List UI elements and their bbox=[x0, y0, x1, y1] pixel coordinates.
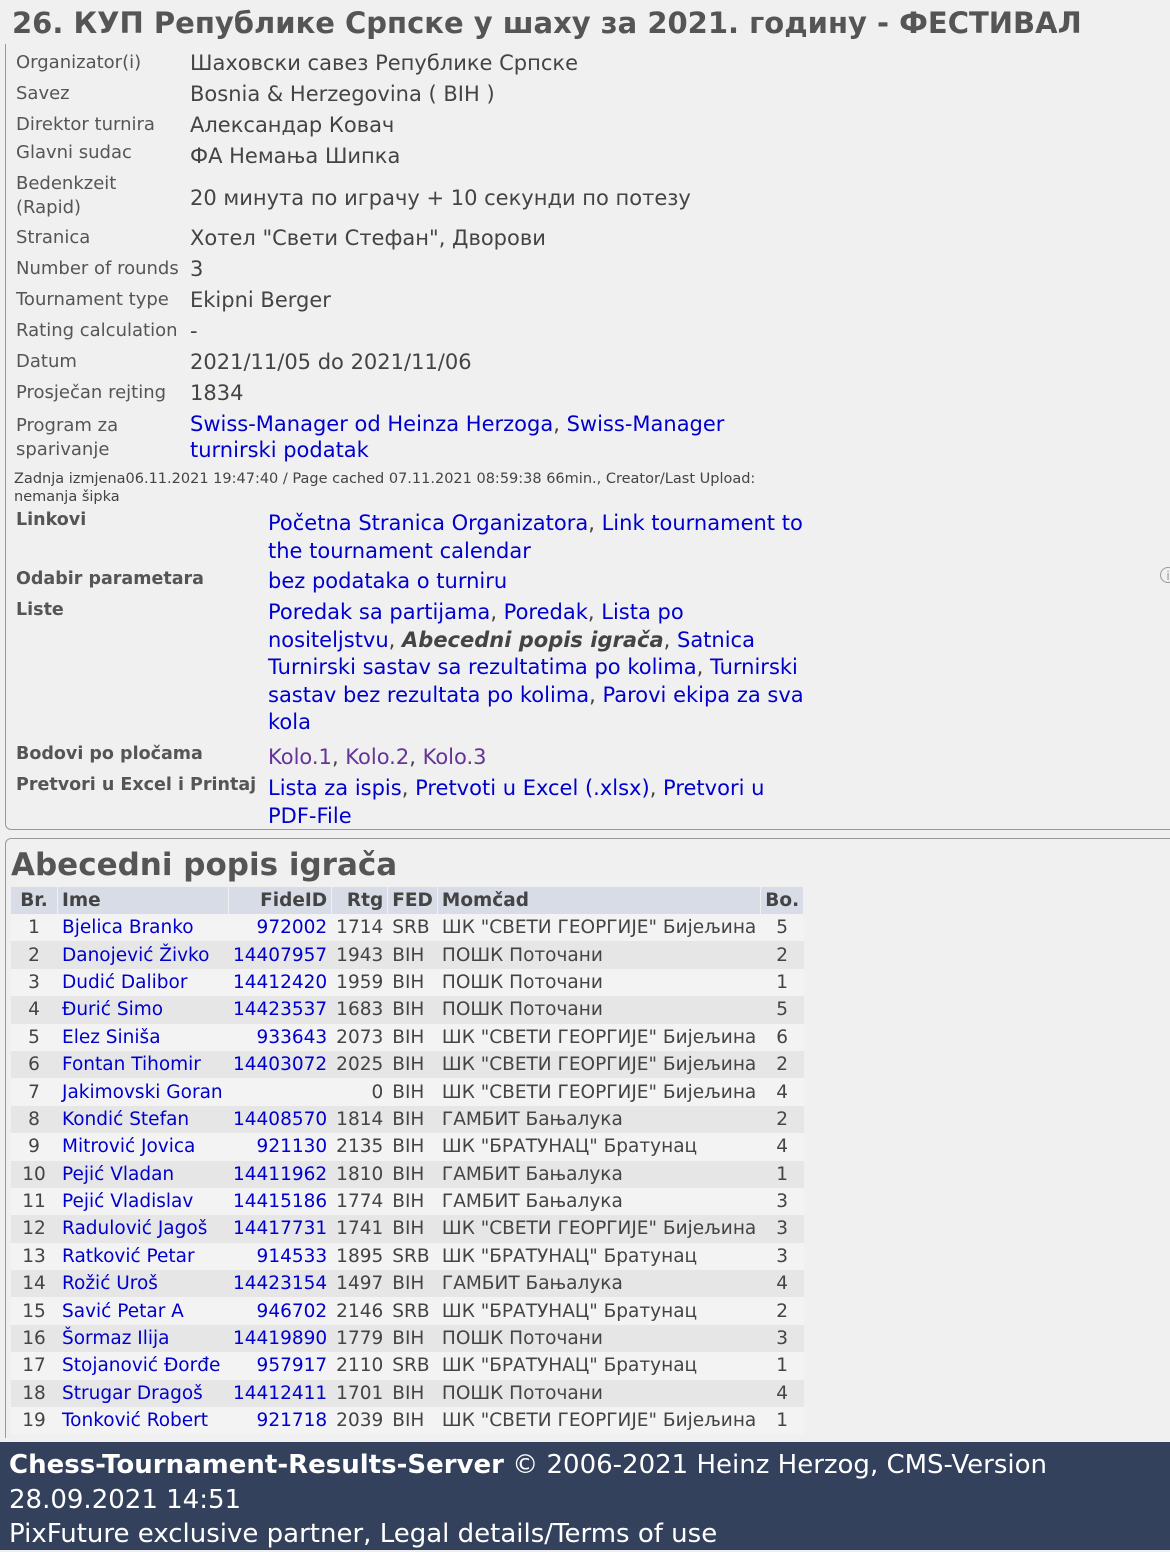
table-row bbox=[11, 996, 804, 1023]
round-3-link[interactable]: Kolo.3 bbox=[422, 745, 487, 769]
player-name-link[interactable]: Kondić Stefan bbox=[62, 1108, 190, 1130]
cell-federation: BIH bbox=[388, 1188, 438, 1215]
col-header-team: Momčad bbox=[437, 887, 760, 914]
cell-board: 3 bbox=[761, 1188, 804, 1215]
cell-federation: BIH bbox=[388, 969, 438, 996]
col-header-fide-id: FideID bbox=[229, 887, 332, 914]
info-label-tournament-type: Tournament type bbox=[16, 289, 169, 310]
legal-details-link[interactable]: Legal details/Terms of use bbox=[379, 1519, 718, 1549]
cell-team: ШК "СВЕТИ ГЕОРГИЈЕ" Бијељина bbox=[437, 1051, 760, 1078]
table-row bbox=[11, 1161, 804, 1188]
col-header-name: Ime bbox=[58, 887, 229, 914]
alphabetical-list-current: Abecedni popis igrača bbox=[402, 627, 664, 652]
cell-team: ПОШК Поточани bbox=[437, 969, 760, 996]
organizer-homepage-link[interactable]: Početna Stranica Organizatora bbox=[268, 511, 589, 535]
player-name-link[interactable]: Strugar Dragoš bbox=[62, 1382, 203, 1404]
col-header-federation: FED bbox=[388, 887, 438, 914]
cell-fide-id bbox=[229, 1106, 332, 1133]
cell-team: ГАМБИТ Бањалука bbox=[437, 1188, 760, 1215]
cell-no: 19 bbox=[11, 1407, 58, 1434]
update-meta-line2: nemanja šipka bbox=[14, 489, 120, 505]
cell-board: 4 bbox=[761, 1380, 804, 1407]
section-label-links: Linkovi bbox=[16, 510, 87, 530]
player-name-link[interactable]: Pejić Vladan bbox=[62, 1163, 175, 1185]
info-label-rounds: Number of rounds bbox=[16, 258, 179, 279]
cell-federation: BIH bbox=[388, 1051, 438, 1078]
cell-fide-id bbox=[229, 996, 332, 1023]
cell-player-name bbox=[58, 1188, 229, 1215]
cell-no: 16 bbox=[11, 1325, 58, 1352]
page-title: 26. КУП Републике Српске у шаху за 2021. годину - ФЕСТИВАЛ bbox=[12, 6, 1082, 40]
cell-team: ПОШК Поточани bbox=[437, 941, 760, 968]
cell-no: 7 bbox=[11, 1078, 58, 1105]
cell-rating: 2110 bbox=[332, 1352, 388, 1379]
cell-player-name bbox=[58, 1161, 229, 1188]
player-name-link[interactable]: Fontan Tihomir bbox=[62, 1054, 201, 1076]
cell-team: ШК "БРАТУНАЦ" Братунац bbox=[437, 1133, 760, 1160]
cell-rating: 1810 bbox=[332, 1161, 388, 1188]
cell-player-name bbox=[58, 1051, 229, 1078]
table-row bbox=[11, 1024, 804, 1051]
info-value-director: Александар Ковач bbox=[190, 113, 395, 137]
fide-id-link[interactable]: 921718 bbox=[256, 1410, 328, 1432]
table-row bbox=[11, 941, 804, 968]
cell-fide-id bbox=[229, 1243, 332, 1270]
cell-no: 3 bbox=[11, 969, 58, 996]
info-value-tournament-type: Ekipni Berger bbox=[190, 288, 331, 312]
player-name-link[interactable]: Ratković Petar bbox=[62, 1245, 195, 1267]
cell-team: ШК "СВЕТИ ГЕОРГИЈЕ" Бијељина bbox=[437, 1215, 760, 1242]
player-name-link[interactable]: Stojanović Đorđe bbox=[62, 1355, 221, 1377]
cell-federation: BIH bbox=[388, 1024, 438, 1051]
cell-player-name bbox=[58, 1078, 229, 1105]
info-label-director: Direktor turnira bbox=[16, 114, 155, 135]
info-value-time-control: 20 минута по играчу + 10 секунди по потезу bbox=[190, 186, 691, 210]
table-row bbox=[11, 1352, 804, 1379]
cell-rating: 2135 bbox=[332, 1133, 388, 1160]
fide-id-link[interactable]: 921130 bbox=[256, 1136, 328, 1158]
cell-fide-id bbox=[229, 1270, 332, 1297]
standings-link[interactable]: Poredak bbox=[503, 600, 588, 624]
cell-federation: SRB bbox=[388, 1352, 438, 1379]
col-header-no: Br. bbox=[11, 887, 58, 914]
cell-no: 11 bbox=[11, 1188, 58, 1215]
table-row bbox=[11, 1380, 804, 1407]
cell-federation: BIH bbox=[388, 1106, 438, 1133]
team-composition-with-results-link[interactable]: Turnirski sastav sa rezultatima po kolima bbox=[268, 655, 697, 679]
cell-no: 2 bbox=[11, 941, 58, 968]
cell-player-name bbox=[58, 1325, 229, 1352]
player-name-link[interactable]: Mitrović Jovica bbox=[62, 1136, 196, 1158]
cell-fide-id bbox=[229, 1078, 332, 1105]
info-icon[interactable]: i bbox=[1160, 567, 1170, 583]
info-label-pairing-program: Program za bbox=[16, 415, 119, 436]
info-value-arbiter: ФА Немања Шипка bbox=[190, 144, 401, 168]
excel-export-link[interactable]: Pretvoti u Excel (.xlsx) bbox=[415, 776, 650, 800]
players-table bbox=[11, 887, 804, 1434]
cell-fide-id bbox=[229, 1024, 332, 1051]
info-label-organizer: Organizator(i) bbox=[16, 52, 142, 73]
cell-board: 2 bbox=[761, 1051, 804, 1078]
info-label-time-control-type: (Rapid) bbox=[16, 197, 82, 218]
cell-player-name bbox=[58, 914, 229, 941]
cell-team: ШК "СВЕТИ ГЕОРГИЈЕ" Бијељина bbox=[437, 1078, 760, 1105]
fide-id-link[interactable]: 14408570 bbox=[233, 1108, 328, 1130]
cell-rating: 1943 bbox=[332, 941, 388, 968]
info-value-rounds: 3 bbox=[190, 257, 204, 281]
tournament-calendar-link[interactable]: Link tournament to the tournament calendar bbox=[268, 511, 803, 563]
cell-player-name bbox=[58, 1215, 229, 1242]
round-1-link[interactable]: Kolo.1 bbox=[268, 745, 332, 769]
info-label-pairing-program-2: sparivanje bbox=[16, 439, 110, 460]
cell-no: 1 bbox=[11, 914, 58, 941]
cell-federation: BIH bbox=[388, 1270, 438, 1297]
cell-board: 3 bbox=[761, 1325, 804, 1352]
cell-rating: 2025 bbox=[332, 1051, 388, 1078]
cell-board: 2 bbox=[761, 1297, 804, 1324]
pdf-export-link[interactable]: Pretvori u PDF-File bbox=[268, 776, 765, 828]
cell-player-name bbox=[58, 941, 229, 968]
cell-player-name bbox=[58, 1024, 229, 1051]
fide-id-link[interactable]: 14415186 bbox=[233, 1191, 328, 1213]
cell-rating: 1741 bbox=[332, 1215, 388, 1242]
footer-copyright: © 2006-2021 Heinz Herzog, CMS-Version bbox=[512, 1450, 1048, 1480]
fide-id-link[interactable]: 14419890 bbox=[233, 1328, 328, 1350]
table-row bbox=[11, 1188, 804, 1215]
team-composition-without-results-link[interactable]: Turnirski sastav bez rezultata po kolima bbox=[268, 655, 798, 707]
cell-no: 15 bbox=[11, 1297, 58, 1324]
table-row bbox=[11, 1051, 804, 1078]
player-name-link[interactable]: Dudić Dalibor bbox=[62, 971, 188, 993]
cell-fide-id bbox=[229, 969, 332, 996]
cell-rating: 1774 bbox=[332, 1188, 388, 1215]
site-footer bbox=[0, 1442, 1170, 1550]
cell-federation: BIH bbox=[388, 1325, 438, 1352]
cell-fide-id bbox=[229, 1407, 332, 1434]
info-value-pairing-program bbox=[190, 411, 770, 463]
cell-team: ШК "СВЕТИ ГЕОРГИЈЕ" Бијељина bbox=[437, 914, 760, 941]
cell-rating: 1497 bbox=[332, 1270, 388, 1297]
schedule-link[interactable]: Satnica bbox=[676, 627, 755, 652]
section-value-export: Lista za ispis, Pretvoti u Excel (.xlsx), Pretvori u PDF-File bbox=[268, 776, 765, 828]
footer-version: 28.09.2021 14:51 bbox=[9, 1484, 242, 1515]
player-name-link[interactable]: Danojević Živko bbox=[62, 944, 210, 966]
team-pairings-all-rounds-link[interactable]: Parovi ekipa za sva kola bbox=[268, 682, 804, 734]
col-header-board: Bo. bbox=[761, 887, 804, 914]
table-row bbox=[11, 1243, 804, 1270]
player-name-link[interactable]: Jakimovski Goran bbox=[62, 1081, 223, 1103]
player-name-link[interactable]: Savić Petar A bbox=[62, 1300, 184, 1322]
cell-player-name bbox=[58, 1380, 229, 1407]
standings-with-games-link[interactable]: Poredak sa partijama bbox=[268, 600, 491, 624]
cell-federation: BIH bbox=[388, 1078, 438, 1105]
cell-board: 6 bbox=[761, 1024, 804, 1051]
cell-no: 5 bbox=[11, 1024, 58, 1051]
cell-board: 2 bbox=[761, 1106, 804, 1133]
player-name-link[interactable]: Šormaz Ilija bbox=[62, 1328, 170, 1350]
print-list-link[interactable]: Lista za ispis bbox=[268, 776, 402, 800]
fide-id-link[interactable]: 14417731 bbox=[233, 1218, 328, 1240]
cell-player-name bbox=[58, 1297, 229, 1324]
cell-board: 3 bbox=[761, 1215, 804, 1242]
cell-board: 4 bbox=[761, 1133, 804, 1160]
fide-id-link[interactable]: 14423537 bbox=[233, 999, 328, 1021]
info-label-date: Datum bbox=[16, 351, 77, 372]
fide-id-link[interactable]: 14407957 bbox=[233, 944, 328, 966]
cell-team: ГАМБИТ Бањалука bbox=[437, 1161, 760, 1188]
cell-no: 13 bbox=[11, 1243, 58, 1270]
player-name-link[interactable]: Pejić Vladislav bbox=[62, 1191, 194, 1213]
cell-fide-id bbox=[229, 1297, 332, 1324]
cell-rating: 1779 bbox=[332, 1325, 388, 1352]
separator: , bbox=[553, 412, 560, 436]
cell-no: 10 bbox=[11, 1161, 58, 1188]
cell-board: 1 bbox=[761, 1352, 804, 1379]
cell-federation: SRB bbox=[388, 1243, 438, 1270]
info-label-arbiter: Glavni sudac bbox=[16, 142, 132, 163]
cell-team: ШК "БРАТУНАЦ" Братунац bbox=[437, 1297, 760, 1324]
table-row bbox=[11, 1270, 804, 1297]
table-row bbox=[11, 1106, 804, 1133]
cell-team: ШК "СВЕТИ ГЕОРГИЈЕ" Бијељина bbox=[437, 1024, 760, 1051]
col-header-rating: Rtg bbox=[332, 887, 388, 914]
cell-fide-id bbox=[229, 1188, 332, 1215]
table-row bbox=[11, 1297, 804, 1324]
info-label-venue: Stranica bbox=[16, 227, 91, 248]
cell-board: 3 bbox=[761, 1243, 804, 1270]
table-row bbox=[11, 1078, 804, 1105]
update-meta bbox=[14, 470, 804, 506]
cell-player-name bbox=[58, 1407, 229, 1434]
section-label-parameters: Odabir parametara bbox=[16, 569, 204, 589]
fide-id-link[interactable]: 972002 bbox=[256, 917, 328, 939]
cell-federation: BIH bbox=[388, 1161, 438, 1188]
section-value-parameters bbox=[268, 568, 808, 596]
cell-player-name bbox=[58, 1352, 229, 1379]
no-tournament-data-link[interactable]: bez podataka o turniru bbox=[268, 569, 508, 593]
cell-board: 1 bbox=[761, 1407, 804, 1434]
swiss-manager-file-link-text-2: turnirski podatak bbox=[190, 438, 369, 462]
swiss-manager-link[interactable]: Swiss-Manager od Heinza Herzoga bbox=[190, 412, 554, 436]
cell-fide-id bbox=[229, 914, 332, 941]
cell-no: 9 bbox=[11, 1133, 58, 1160]
info-label-federation: Savez bbox=[16, 83, 70, 104]
cell-player-name bbox=[58, 1106, 229, 1133]
info-value-rating-calc: - bbox=[190, 319, 198, 343]
fide-id-link[interactable]: 914533 bbox=[256, 1245, 328, 1267]
player-name-link[interactable]: Đurić Simo bbox=[62, 999, 164, 1021]
section-value-lists: Poredak sa partijama, Poredak, Lista po nositeljstvu, Abecedni popis igrača, Satnica Turnirski sastav sa rezultatima po kolima, Turnirski sastav bez rezultata po kolima, Parovi ekipa za sva kola bbox=[268, 600, 804, 734]
seeding-list-link[interactable]: Lista po nositeljstvu bbox=[268, 600, 684, 652]
cell-no: 18 bbox=[11, 1380, 58, 1407]
cell-federation: SRB bbox=[388, 914, 438, 941]
section-value-board-points: Kolo.1, Kolo.2, Kolo.3 bbox=[268, 745, 487, 769]
cell-fide-id bbox=[229, 1133, 332, 1160]
cell-team: ПОШК Поточани bbox=[437, 996, 760, 1023]
section-label-board-points: Bodovi po pločama bbox=[16, 744, 203, 764]
table-row bbox=[11, 1325, 804, 1352]
cell-fide-id bbox=[229, 1352, 332, 1379]
cell-fide-id bbox=[229, 941, 332, 968]
cell-no: 12 bbox=[11, 1215, 58, 1242]
info-value-federation: Bosnia & Herzegovina ( BIH ) bbox=[190, 82, 495, 106]
fide-id-link[interactable]: 946702 bbox=[256, 1300, 328, 1322]
cell-board: 1 bbox=[761, 969, 804, 996]
fide-id-link[interactable]: 14412411 bbox=[233, 1382, 328, 1404]
fide-id-link[interactable]: 14423154 bbox=[233, 1273, 328, 1295]
info-label-time-control: Bedenkzeit bbox=[16, 173, 117, 194]
cell-rating: 2039 bbox=[332, 1407, 388, 1434]
cell-team: ШК "БРАТУНАЦ" Братунац bbox=[437, 1352, 760, 1379]
cell-no: 8 bbox=[11, 1106, 58, 1133]
table-header-row bbox=[11, 887, 804, 914]
cell-federation: BIH bbox=[388, 1133, 438, 1160]
cell-no: 17 bbox=[11, 1352, 58, 1379]
players-table-body bbox=[11, 914, 804, 1434]
cell-rating: 2073 bbox=[332, 1024, 388, 1051]
player-name-link[interactable]: Radulović Jagoš bbox=[62, 1218, 208, 1240]
fide-id-link[interactable]: 933643 bbox=[256, 1026, 328, 1048]
cell-board: 4 bbox=[761, 1078, 804, 1105]
table-row bbox=[11, 969, 804, 996]
cell-federation: BIH bbox=[388, 1380, 438, 1407]
cell-fide-id bbox=[229, 1215, 332, 1242]
table-row bbox=[11, 1215, 804, 1242]
swiss-manager-file-link-text: Swiss-Manager bbox=[566, 412, 725, 436]
player-name-link[interactable]: Rožić Uroš bbox=[62, 1273, 158, 1295]
cell-rating: 1895 bbox=[332, 1243, 388, 1270]
cell-board: 4 bbox=[761, 1270, 804, 1297]
player-name-link[interactable]: Tonković Robert bbox=[62, 1410, 209, 1432]
cell-rating: 1814 bbox=[332, 1106, 388, 1133]
cell-team: ПОШК Поточани bbox=[437, 1380, 760, 1407]
player-name-link[interactable]: Bjelica Branko bbox=[62, 917, 194, 939]
fide-id-link[interactable]: 14411962 bbox=[233, 1163, 328, 1185]
cell-player-name bbox=[58, 1243, 229, 1270]
section-value-links: Početna Stranica Organizatora, Link tournament to the tournament calendar bbox=[268, 511, 803, 563]
footer-separator: , bbox=[363, 1519, 372, 1549]
cell-federation: BIH bbox=[388, 1407, 438, 1434]
cell-fide-id bbox=[229, 1380, 332, 1407]
cell-no: 6 bbox=[11, 1051, 58, 1078]
cell-team: ГАМБИТ Бањалука bbox=[437, 1106, 760, 1133]
cell-player-name bbox=[58, 996, 229, 1023]
info-value-organizer: Шаховски савез Републике Српске bbox=[190, 51, 578, 75]
section-label-lists: Liste bbox=[16, 600, 64, 620]
cell-board: 2 bbox=[761, 941, 804, 968]
cell-rating: 2146 bbox=[332, 1297, 388, 1324]
cell-team: ШК "БРАТУНАЦ" Братунац bbox=[437, 1243, 760, 1270]
info-value-date: 2021/11/05 do 2021/11/06 bbox=[190, 350, 472, 374]
cell-rating: 1701 bbox=[332, 1380, 388, 1407]
table-row bbox=[11, 1133, 804, 1160]
cell-federation: BIH bbox=[388, 1215, 438, 1242]
cell-no: 4 bbox=[11, 996, 58, 1023]
table-row bbox=[11, 1407, 804, 1434]
cell-player-name bbox=[58, 1270, 229, 1297]
pixfuture-link[interactable]: PixFuture exclusive partner bbox=[9, 1519, 364, 1549]
cell-federation: BIH bbox=[388, 996, 438, 1023]
info-value-venue: Хотел "Свети Стефан", Дворови bbox=[190, 226, 546, 250]
cell-rating: 1959 bbox=[332, 969, 388, 996]
fide-id-link[interactable]: 957917 bbox=[256, 1355, 328, 1377]
cell-board: 1 bbox=[761, 1161, 804, 1188]
cell-board: 5 bbox=[761, 914, 804, 941]
fide-id-link[interactable]: 14403072 bbox=[233, 1054, 328, 1076]
player-name-link[interactable]: Elez Siniša bbox=[62, 1026, 161, 1048]
cell-rating: 1714 bbox=[332, 914, 388, 941]
update-meta-line1: Zadnja izmjena06.11.2021 19:47:40 / Page cached 07.11.2021 08:59:38 66min., Creator/Last Upload: bbox=[14, 471, 756, 487]
cell-board: 5 bbox=[761, 996, 804, 1023]
cell-fide-id bbox=[229, 1161, 332, 1188]
info-value-avg-rating: 1834 bbox=[190, 381, 244, 405]
table-row bbox=[11, 914, 804, 941]
info-label-avg-rating: Prosječan rejting bbox=[16, 382, 167, 403]
cell-fide-id bbox=[229, 1051, 332, 1078]
cell-team: ГАМБИТ Бањалука bbox=[437, 1270, 760, 1297]
info-label-rating-calc: Rating calculation bbox=[16, 320, 178, 341]
round-2-link[interactable]: Kolo.2 bbox=[345, 745, 410, 769]
cell-federation: BIH bbox=[388, 941, 438, 968]
cell-fide-id bbox=[229, 1325, 332, 1352]
cell-no: 14 bbox=[11, 1270, 58, 1297]
cell-team: ШК "СВЕТИ ГЕОРГИЈЕ" Бијељина bbox=[437, 1407, 760, 1434]
fide-id-link[interactable]: 14412420 bbox=[233, 971, 328, 993]
cell-player-name bbox=[58, 1133, 229, 1160]
cell-rating: 0 bbox=[332, 1078, 388, 1105]
cell-player-name bbox=[58, 969, 229, 996]
cell-federation: SRB bbox=[388, 1297, 438, 1324]
cell-rating: 1683 bbox=[332, 996, 388, 1023]
player-list-title: Abecedni popis igrača bbox=[11, 847, 398, 883]
footer-brand: Chess-Tournament-Results-Server bbox=[9, 1450, 504, 1480]
cell-team: ПОШК Поточани bbox=[437, 1325, 760, 1352]
section-label-export: Pretvori u Excel i Printaj bbox=[16, 775, 257, 795]
